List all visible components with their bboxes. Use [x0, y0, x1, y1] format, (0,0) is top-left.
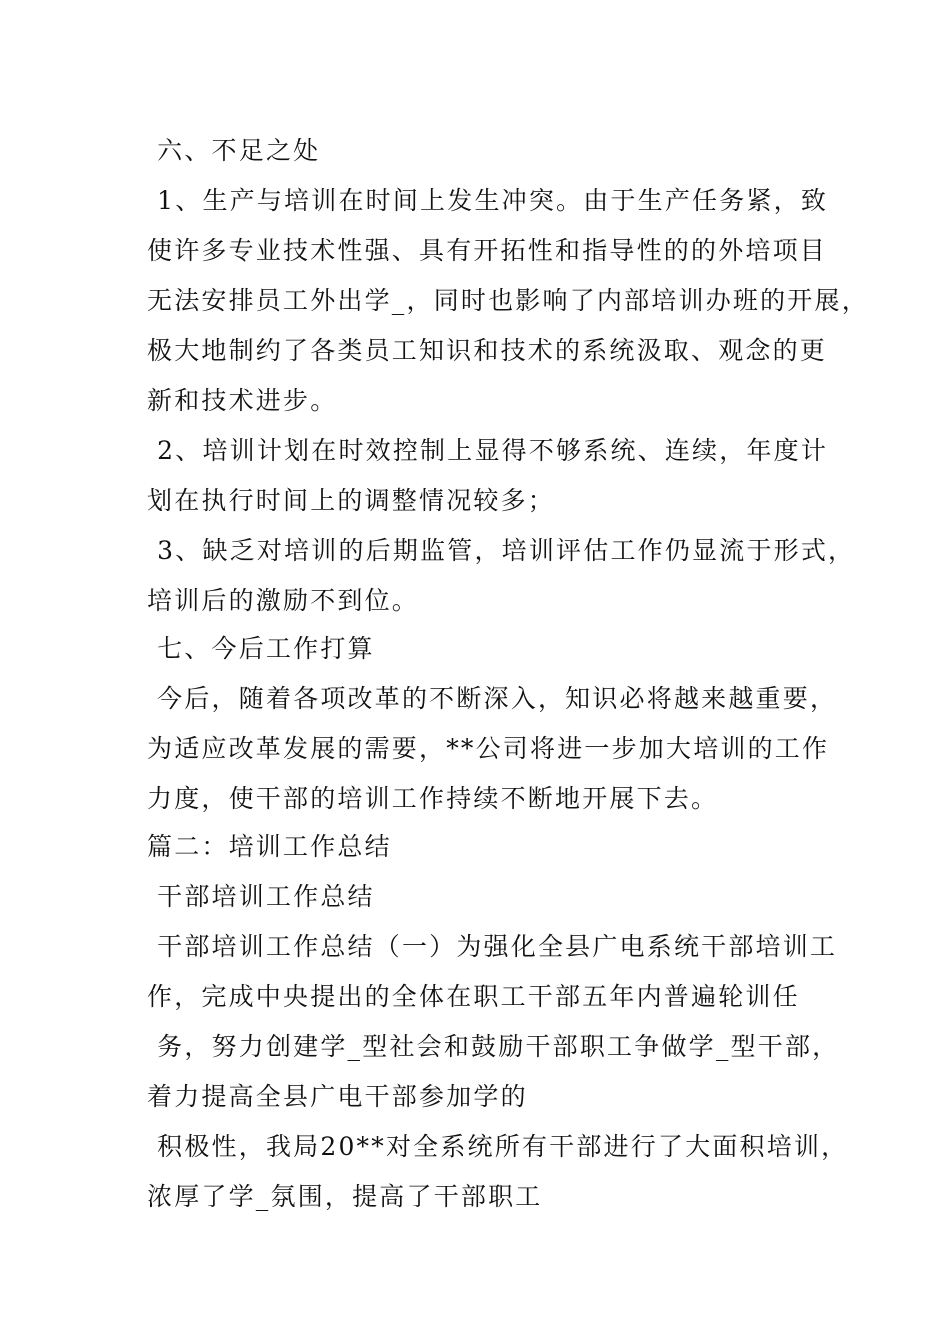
paragraph-line: 为适应改革发展的需要，**公司将进一步加大培训的工作: [147, 734, 830, 763]
section-heading-future-plans: 七、今后工作打算: [147, 634, 375, 663]
paragraph-line: 积极性，我局20**对全系统所有干部进行了大面积培训，: [147, 1132, 849, 1161]
chapter-heading: 篇二：培训工作总结: [147, 832, 392, 861]
paragraph-line: 新和技术进步。: [147, 386, 338, 415]
section-heading-shortcomings: 六、不足之处: [147, 136, 321, 165]
paragraph-line: 培训后的激励不到位。: [147, 586, 420, 615]
paragraph-line: 3、缺乏对培训的后期监管，培训评估工作仍显流于形式，: [147, 536, 856, 565]
paragraph-line: 力度，使干部的培训工作持续不断地开展下去。: [147, 784, 719, 813]
paragraph-line: 无法安排员工外出学_，同时也影响了内部培训办班的开展，: [147, 286, 869, 315]
paragraph-line: 着力提高全县广电干部参加学的: [147, 1082, 528, 1111]
paragraph-line: 浓厚了学_氛围，提高了干部职工: [147, 1182, 543, 1211]
paragraph-line: 使许多专业技术性强、具有开拓性和指导性的的外培项目: [147, 236, 828, 265]
paragraph-line: 1、生产与培训在时间上发生冲突。由于生产任务紧，致: [147, 186, 829, 215]
article-title: 干部培训工作总结: [147, 882, 375, 911]
paragraph-line: 今后，随着各项改革的不断深入，知识必将越来越重要，: [147, 684, 838, 713]
paragraph-line: 作，完成中央提出的全体在职工干部五年内普遍轮训任: [147, 982, 800, 1011]
paragraph-line: 务，努力创建学_型社会和鼓励干部职工争做学_型干部，: [147, 1032, 840, 1061]
paragraph-line: 极大地制约了各类员工知识和技术的系统汲取、观念的更: [147, 336, 828, 365]
paragraph-line: 划在执行时间上的调整情况较多；: [147, 486, 556, 515]
paragraph-line: 干部培训工作总结（一）为强化全县广电系统干部培训工: [147, 932, 838, 961]
paragraph-line: 2、培训计划在时效控制上显得不够系统、连续，年度计: [147, 436, 829, 465]
